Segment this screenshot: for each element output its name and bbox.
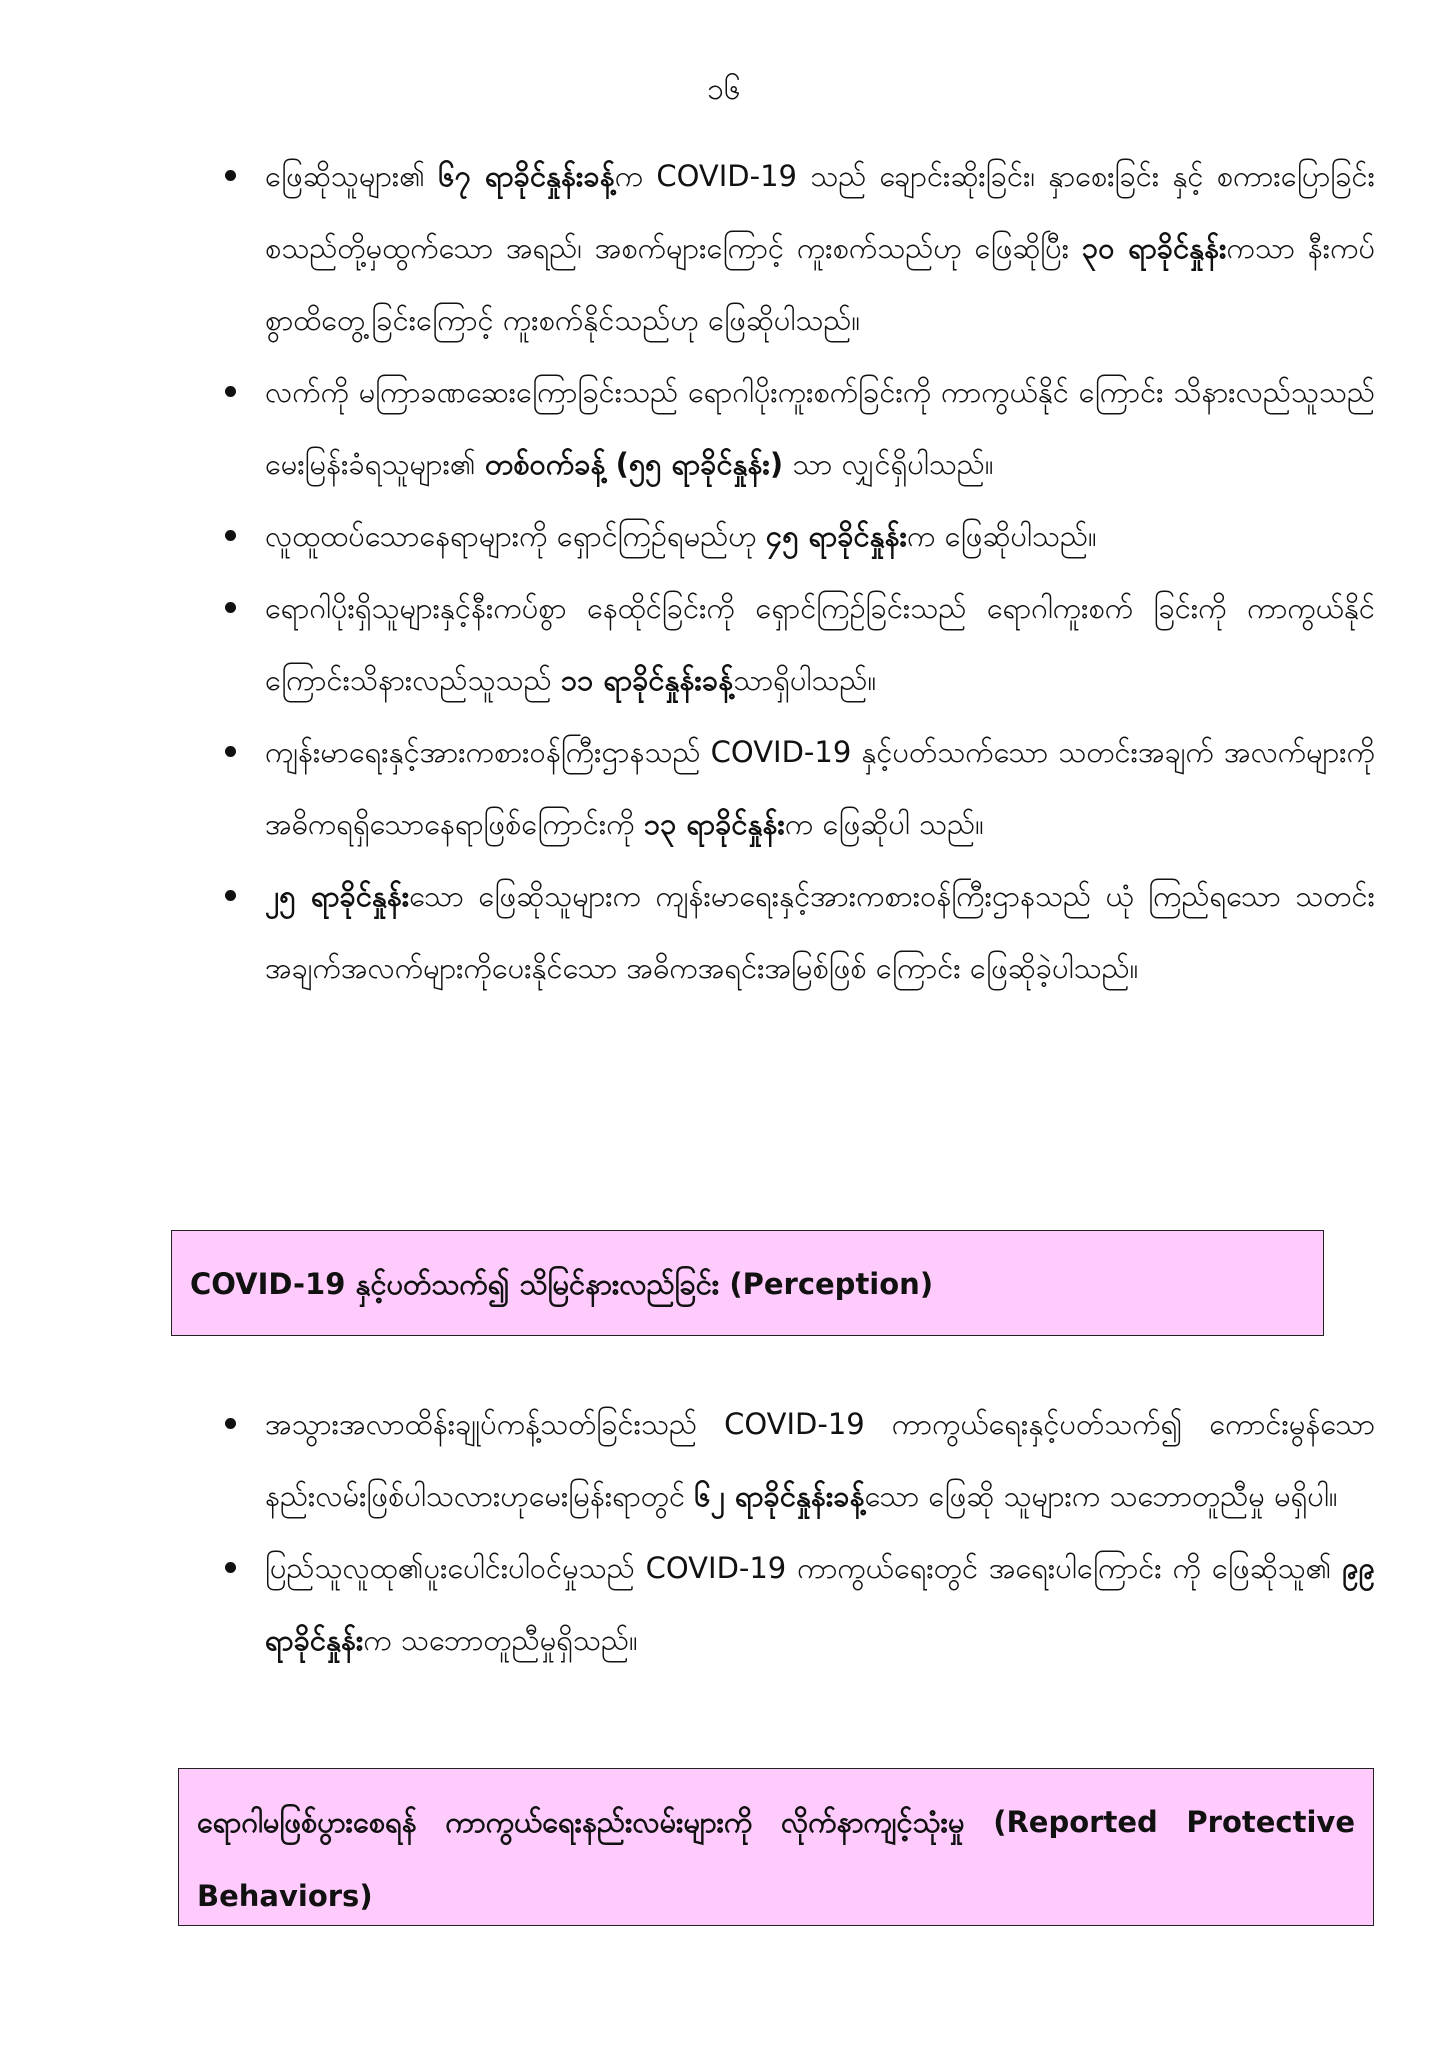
item-text: က သဘောတူညီမှုရှိသည်။: [363, 1623, 638, 1657]
list-item: [215, 716, 1375, 860]
list-item: [215, 500, 1375, 572]
section-heading-protective-behaviors: ရောဂါမဖြစ်ပွားစေရန် ကာကွယ်ရေးနည်းလမ်းများကို လိုက်နာကျင့်သုံးမှု (Reported Protective Behaviors): [178, 1768, 1374, 1926]
bullet-icon: [225, 1418, 236, 1429]
item-text: အသွားအလာထိန်းချုပ်ကန့်သတ်ခြင်းသည် COVID-19 ကာကွယ်ရေးနှင့်ပတ်သက်၍ ကောင်းမွန်သော နည်းလမ်းဖြစ်ပါသလားဟုမေးမြန်းရာတွင်: [265, 1407, 1375, 1513]
item-highlight: ၂၅ ရာခိုင်နှုန်း: [265, 879, 410, 913]
bullet-icon: [225, 170, 236, 181]
bullet-icon: [225, 746, 236, 757]
item-text: က COVID-19 သည် ချောင်းဆိုးခြင်း၊ နှာစေးခြင်း နှင့် စကားပြောခြင်းစသည်တို့မှထွက်သော အရည်၊ အစက်များကြောင့် ကူးစက်သည်ဟု ဖြေဆိုပြီး: [265, 159, 1375, 265]
item-highlight: ၁၃ ရာခိုင်နှုန်း: [643, 807, 785, 841]
item-text: သာ လျှင်ရှိပါသည်။: [783, 447, 994, 481]
item-text: ဖြေဆိုသူများ၏: [265, 159, 439, 193]
perception-list: [215, 1388, 1375, 1676]
list-item: [215, 356, 1375, 500]
item-highlight: တစ်ဝက်ခန့် (၅၅ ရာခိုင်နှုန်း): [484, 447, 784, 481]
list-item: [215, 1532, 1375, 1676]
list-item: [215, 1388, 1375, 1532]
bullet-icon: [225, 1562, 236, 1573]
section-heading-perception: COVID-19 နှင့်ပတ်သက်၍ သိမြင်နားလည်ခြင်း (Perception): [171, 1230, 1324, 1336]
item-text: ကသာ နီးကပ်စွာထိတွေ့ခြင်းကြောင့် ကူးစက်နိုင်သည်ဟု ဖြေဆိုပါသည်။: [265, 231, 1375, 337]
item-text: သော ဖြေဆို သူများက သဘောတူညီမှု မရှိပါ။: [864, 1479, 1338, 1513]
item-highlight: ၄၅ ရာခိုင်နှုန်း: [765, 519, 907, 553]
item-text: သော ဖြေဆိုသူများက ကျန်းမာရေးနှင့်အားကစားဝန်ကြီးဌာနသည် ယုံ ကြည်ရသော သတင်းအချက်အလက်များကိုပေးနိုင်သော အဓိကအရင်းအမြစ်ဖြစ် ကြောင်း ဖြေဆိုခဲ့ပါသည်။: [265, 879, 1375, 985]
bullet-icon: [225, 890, 236, 901]
item-text: က ဖြေဆိုပါသည်။: [906, 519, 1097, 553]
item-text: လက်ကို မကြာခဏဆေးကြောခြင်းသည် ရောဂါပိုးကူးစက်ခြင်းကို ကာကွယ်နိုင် ကြောင်း သိနားလည်သူသည် မေးမြန်းခံရသူများ၏: [265, 375, 1375, 481]
item-highlight: ၃၀ ရာခိုင်နှုန်း: [1081, 231, 1227, 265]
item-text: က ဖြေဆိုပါ သည်။: [784, 807, 984, 841]
item-text: ပြည်သူလူထု၏ပူးပေါင်းပါဝင်မှုသည် COVID-19 ကာကွယ်ရေးတွင် အရေးပါကြောင်း ကို ဖြေဆိုသူ၏: [265, 1551, 1343, 1585]
list-item: [215, 860, 1375, 1004]
item-highlight: ၆၇ ရာခိုင်နှုန်းခန့်: [438, 159, 615, 193]
item-highlight: ၁၁ ရာခိုင်နှုန်းခန့်: [560, 663, 734, 697]
item-text: ရောဂါပိုးရှိသူများနှင့်နီးကပ်စွာ နေထိုင်ခြင်းကို ရှောင်ကြဉ်ခြင်းသည် ရောဂါကူးစက် ခြင်းကို ကာကွယ်နိုင်ကြောင်းသိနားလည်သူသည်: [265, 591, 1375, 697]
item-text: ကျန်းမာရေးနှင့်အားကစားဝန်ကြီးဌာနသည် COVID-19 နှင့်ပတ်သက်သော သတင်းအချက် အလက်များကို အဓိကရရှိသောနေရာဖြစ်ကြောင်းကို: [265, 735, 1375, 841]
findings-list: [215, 140, 1375, 1004]
bullet-icon: [225, 530, 236, 541]
bullet-icon: [225, 602, 236, 613]
item-highlight: ၉၉ ရာခိုင်နှုန်း: [265, 1551, 1375, 1657]
item-text: လူထူထပ်သောနေရာများကို ရှောင်ကြဉ်ရမည်ဟု: [265, 519, 766, 553]
page-number: ၁၆: [707, 72, 741, 107]
item-text: သာရှိပါသည်။: [733, 663, 877, 697]
list-item: [215, 572, 1375, 716]
list-item: [215, 140, 1375, 356]
bullet-icon: [225, 386, 236, 397]
item-highlight: ၆၂ ရာခိုင်နှုန်းခန့်: [694, 1479, 865, 1513]
